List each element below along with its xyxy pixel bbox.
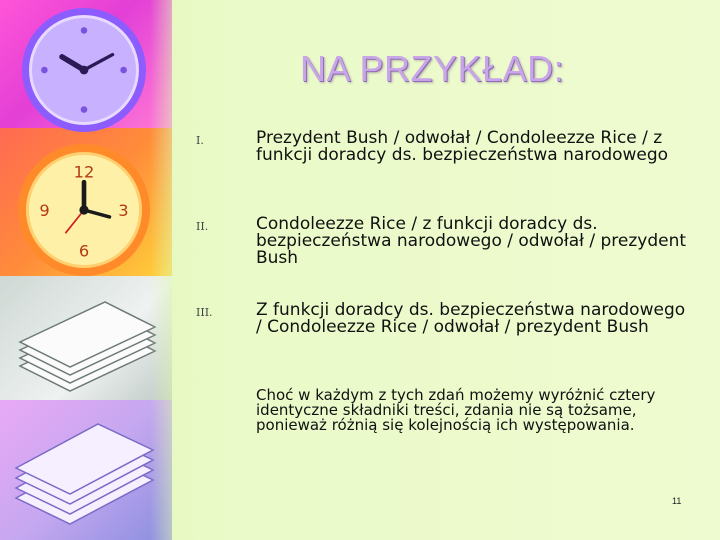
paper-stack-icon xyxy=(8,418,158,528)
list-item-text: Z funkcji doradcy ds. bezpieczeństwa narodowego / Condoleezze Rice / odwołał / prezydent Bush xyxy=(256,300,686,337)
list-marker: I. xyxy=(196,134,204,147)
summary-note: Choć w każdym z tych zdań możemy wyróżnić cztery identyczne składniki treści, zdania nie są tożsame, ponieważ różnią się kolejnością ich występowania. xyxy=(256,386,656,434)
list-marker: III. xyxy=(196,306,213,319)
svg-text:3: 3 xyxy=(118,200,129,220)
svg-text:9: 9 xyxy=(39,200,50,220)
page-number: 11 xyxy=(672,496,682,506)
list-item-text: Prezydent Bush / odwołał / Condoleezze Rice / z funkcji doradcy ds. bezpieczeństwa narodowego xyxy=(256,128,669,165)
paper-stack-icon xyxy=(10,296,160,396)
svg-text:6: 6 xyxy=(78,241,90,261)
list-marker: II. xyxy=(196,220,209,233)
clock-icon xyxy=(22,8,146,132)
image-fade-edge xyxy=(150,0,172,540)
decorative-image-column xyxy=(0,0,172,540)
slide-title: NA PRZYKŁAD: xyxy=(300,48,565,89)
list-item-text: Condoleezze Rice / z funkcji doradcy ds. bezpieczeństwa narodowego / odwołał / prezydent Bush xyxy=(256,214,687,268)
svg-text:12: 12 xyxy=(73,162,95,182)
clock-icon xyxy=(18,144,150,276)
